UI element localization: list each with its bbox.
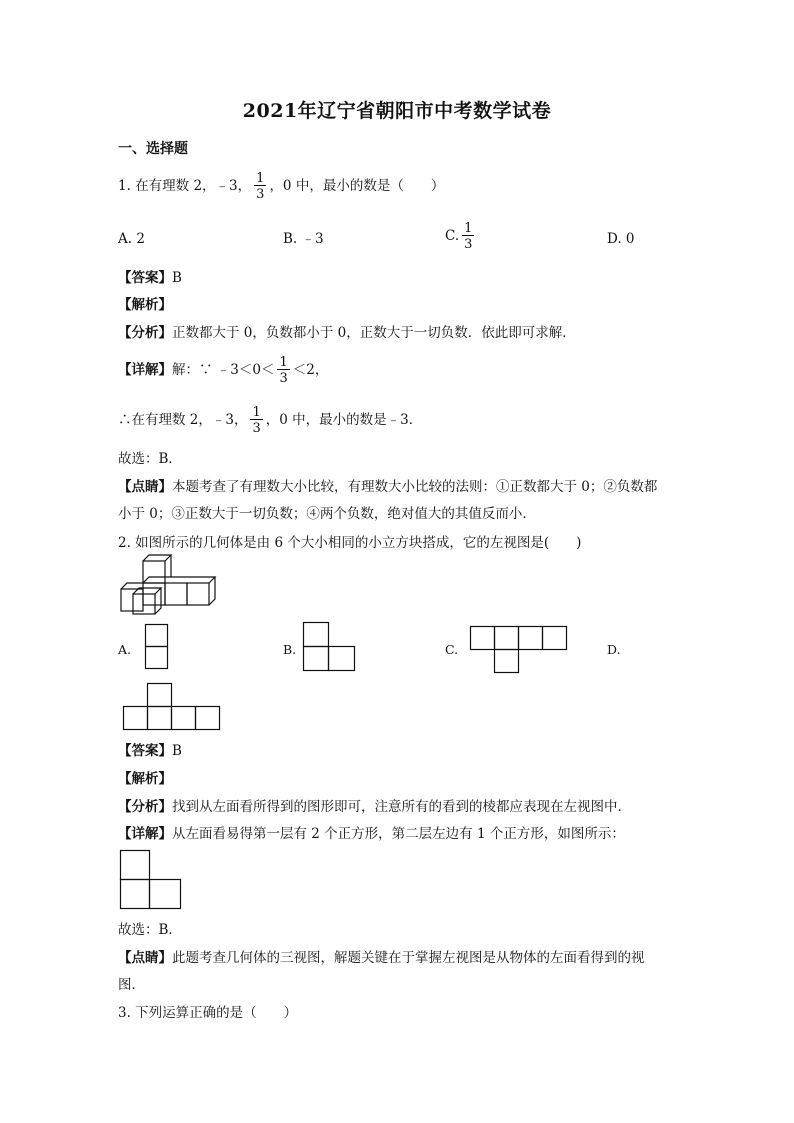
q2-left-view-figure xyxy=(120,850,182,910)
q1-stem-part2: ，0 中，最小的数是（ ） xyxy=(269,178,445,194)
q1-xiangjie-part2: ＜2， xyxy=(292,362,329,378)
xiangjie-tag: 【详解】 xyxy=(118,362,172,378)
fenxi-tag: 【分析】 xyxy=(118,325,172,341)
q1-choose: 故选：B． xyxy=(118,451,182,467)
q1-option-d[interactable]: D. 0 xyxy=(607,231,635,247)
q1-xiangjie-fraction xyxy=(277,356,289,385)
q2-option-a-label[interactable]: A. xyxy=(118,642,132,657)
square xyxy=(148,707,172,730)
fraction-denominator: 3 xyxy=(464,237,473,252)
square xyxy=(196,707,220,730)
square xyxy=(543,627,567,650)
q2-option-a-figure[interactable] xyxy=(145,624,169,669)
square xyxy=(519,627,543,650)
q2-answer-line xyxy=(118,745,182,759)
q1-dianjing-line2: 小于 0；③正数大于一切负数；④两个负数，绝对值大的其值反而小． xyxy=(118,506,536,522)
q1-xiangjie xyxy=(118,356,328,385)
q1-answer: B xyxy=(172,270,182,286)
q2-option-d-figure[interactable] xyxy=(123,683,221,731)
q1-therefore-part1: ∴在有理数 2，﹣3， xyxy=(118,412,248,428)
square xyxy=(304,623,329,647)
square xyxy=(495,650,519,673)
square xyxy=(471,627,495,650)
square xyxy=(121,851,150,880)
square xyxy=(172,707,196,730)
square xyxy=(121,880,150,909)
q2-solid-figure xyxy=(118,558,213,614)
q2-choose: 故选：B． xyxy=(118,922,182,938)
cube-edges xyxy=(143,555,171,577)
fraction-numerator: 1 xyxy=(464,221,473,236)
cube-face xyxy=(187,583,209,605)
q1-option-c-label: C. xyxy=(445,228,460,244)
q1-fenxi xyxy=(118,327,576,341)
q1-option-b[interactable]: B. ﹣3 xyxy=(283,231,324,247)
q1-therefore-part2: ，0 中，最小的数是﹣3． xyxy=(265,412,423,428)
fraction-numerator: 1 xyxy=(279,355,288,370)
square xyxy=(304,647,329,671)
q1-dianjing-line1: 本题考查了有理数大小比较，有理数大小比较的法则：①正数都大于 0；②负数都 xyxy=(172,479,658,495)
q1-xiangjie-part1: 解：∵ ﹣3＜0＜ xyxy=(172,362,275,378)
square xyxy=(329,647,355,671)
fraction-denominator: 3 xyxy=(279,371,288,386)
page-title: 2021年辽宁省朝阳市中考数学试卷 xyxy=(242,100,552,122)
square xyxy=(146,647,168,669)
q2-option-c-figure[interactable] xyxy=(470,626,568,673)
q2-dianjing xyxy=(118,952,645,966)
q1-option-c[interactable] xyxy=(445,222,477,251)
q3-stem: 3. 下列运算正确的是（ ） xyxy=(118,1005,298,1021)
square xyxy=(150,880,181,909)
q2-option-b-label[interactable]: B. xyxy=(283,642,297,657)
q2-option-c-label[interactable]: C. xyxy=(445,642,459,657)
square xyxy=(495,627,519,650)
q2-analysis-tag: 【解析】 xyxy=(118,771,172,787)
q2-fenxi xyxy=(118,801,631,815)
cube-face xyxy=(121,589,143,611)
q2-dianjing-line1: 此题考查几何体的三视图，解题关键在于掌握左视图是从物体的左面看得到的视 xyxy=(172,950,645,966)
fenxi-tag: 【分析】 xyxy=(118,799,172,815)
q1-dianjing xyxy=(118,481,657,495)
square xyxy=(148,684,172,707)
q2-option-b-figure[interactable] xyxy=(303,622,356,672)
square xyxy=(124,707,148,730)
q1-therefore xyxy=(118,406,422,435)
xiangjie-tag: 【详解】 xyxy=(118,826,172,842)
q1-therefore-fraction xyxy=(250,406,262,435)
q2-fenxi-text: 找到从左面看所得到的图形即可，注意所有的看到的棱都应表现在左视图中． xyxy=(172,799,631,815)
dianjing-tag: 【点睛】 xyxy=(118,479,172,495)
q1-stem xyxy=(118,172,444,201)
q1-stem-fraction xyxy=(254,172,266,201)
answer-tag: 【答案】 xyxy=(118,743,172,759)
cube-edges xyxy=(143,577,215,605)
q1-answer-line xyxy=(118,272,182,286)
q2-stem: 2. 如图所示的几何体是由 6 个大小相同的小立方块搭成，它的左视图是( ) xyxy=(118,535,582,551)
fraction-numerator: 1 xyxy=(256,171,265,186)
fraction-denominator: 3 xyxy=(252,421,261,436)
q2-xiangjie xyxy=(118,828,625,842)
cube-face xyxy=(165,583,187,605)
q1-fenxi-text: 正数都大于 0，负数都小于 0，正数大于一切负数．依此即可求解． xyxy=(172,325,576,341)
fraction-numerator: 1 xyxy=(252,405,261,420)
answer-tag: 【答案】 xyxy=(118,270,172,286)
section-heading: 一、选择题 xyxy=(118,141,188,157)
q1-analysis-tag: 【解析】 xyxy=(118,297,172,313)
q1-stem-part1: 1. 在有理数 2，﹣3， xyxy=(118,178,252,194)
square xyxy=(146,625,168,647)
q2-xiangjie-text: 从左面看易得第一层有 2 个正方形，第二层左边有 1 个正方形，如图所示： xyxy=(172,826,625,842)
q1-option-c-fraction xyxy=(462,222,474,251)
q1-option-a[interactable]: A. 2 xyxy=(118,231,145,247)
q2-dianjing-line2: 图． xyxy=(118,977,145,993)
dianjing-tag: 【点睛】 xyxy=(118,950,172,966)
fraction-denominator: 3 xyxy=(256,187,265,202)
q2-answer: B xyxy=(172,743,182,759)
cube-edges xyxy=(133,588,161,614)
q2-option-d-label[interactable]: D. xyxy=(607,642,621,657)
